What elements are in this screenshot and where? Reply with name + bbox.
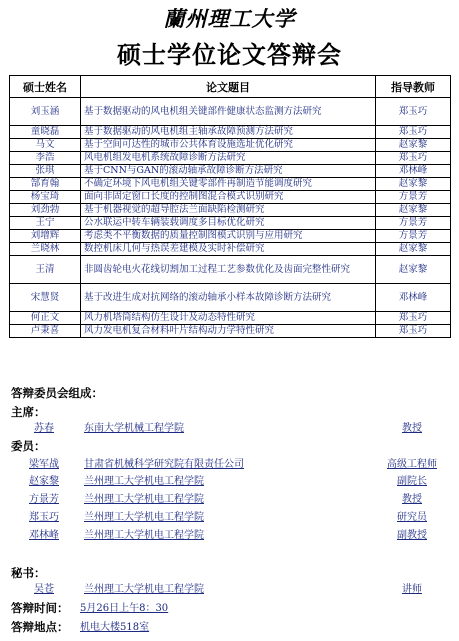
- student-name: 马文: [10, 139, 81, 152]
- secretary-label: 秘书：: [11, 566, 46, 580]
- thesis-topic: 公水联运中转车辆装载调度多目标优化研究: [81, 217, 376, 230]
- thesis-topic: 非圆齿轮电火花线切割加工过程工艺参数优化及齿面完整性研究: [81, 256, 376, 284]
- table-row: [10, 204, 451, 217]
- thesis-topic: 风力发电机复合材料叶片结构动力学特性研究: [81, 325, 376, 338]
- advisor-name: 郑玉巧: [376, 312, 451, 325]
- student-name: 童晓磊: [10, 126, 81, 139]
- member-organization: 兰州理工大学机电工程学院: [84, 530, 204, 541]
- advisor-name: 赵家黎: [376, 178, 451, 191]
- header-advisor: 指导教师: [376, 76, 451, 98]
- advisor-name: 赵家黎: [376, 243, 451, 256]
- university-logo: 蘭州理工大学: [163, 6, 296, 31]
- member-organization: 兰州理工大学机电工程学院: [84, 494, 204, 505]
- member-entry: [0, 528, 459, 543]
- chair-label: 主席：: [11, 405, 46, 419]
- member-title: 副教授: [397, 530, 427, 541]
- table-row: [10, 325, 451, 338]
- member-title: 副院长: [397, 476, 427, 487]
- thesis-topic: 基于空间可达性的城市公共体育设施选址优化研究: [81, 139, 376, 152]
- thesis-defense-table: [9, 75, 451, 338]
- advisor-name: 方景芳: [376, 230, 451, 243]
- page-title: 硕士学位论文答辩会: [117, 40, 342, 69]
- member-organization: 兰州理工大学机电工程学院: [84, 512, 204, 523]
- student-name: 刘增辉: [10, 230, 81, 243]
- thesis-topic: 基于改进生成对抗网络的滚动轴承小样本故障诊断方法研究: [81, 284, 376, 312]
- advisor-name: 邓林峰: [376, 284, 451, 312]
- defense-time: 5月26日上午8：30: [80, 603, 169, 614]
- table-row: [10, 230, 451, 243]
- header-thesis-topic: 论文题目: [81, 76, 376, 98]
- student-name: 张琪: [10, 165, 81, 178]
- advisor-name: 方景芳: [376, 217, 451, 230]
- advisor-name: 郑玉巧: [376, 152, 451, 165]
- member-name: 方景芳: [29, 494, 59, 505]
- student-name: 何正文: [10, 312, 81, 325]
- secretary-entry: [0, 582, 459, 597]
- committee-heading: 答辩委员会组成：: [11, 386, 103, 400]
- member-organization: 东南大学机械工程学院: [84, 423, 184, 434]
- advisor-name: 邓林峰: [376, 165, 451, 178]
- member-name: 赵家黎: [29, 476, 59, 487]
- defense-place: 机电大楼518室: [80, 622, 150, 633]
- member-entry: [0, 474, 459, 489]
- table-row: [10, 243, 451, 256]
- member-title: 高级工程师: [387, 459, 437, 470]
- student-name: 宋慧贤: [10, 284, 81, 312]
- table-row: [10, 178, 451, 191]
- student-name: 李浩: [10, 152, 81, 165]
- thesis-topic: 基于CNN与GAN的滚动轴承故障诊断方法研究: [81, 165, 376, 178]
- advisor-name: 郑玉巧: [376, 325, 451, 338]
- member-name: 邓林峰: [29, 530, 59, 541]
- thesis-topic: 风力机塔筒结构仿生设计及动态特性研究: [81, 312, 376, 325]
- header-student-name: 硕士姓名: [10, 76, 81, 98]
- member-organization: 兰州理工大学机电工程学院: [84, 476, 204, 487]
- member-name: 梁军战: [29, 459, 59, 470]
- member-title: 教授: [402, 494, 422, 505]
- student-name: 卢秉喜: [10, 325, 81, 338]
- student-name: 兰晓林: [10, 243, 81, 256]
- thesis-topic: 基于机器视觉的超导腔法兰面缺陷检测研究: [81, 204, 376, 217]
- table-row: [10, 256, 451, 284]
- advisor-name: 郑玉巧: [376, 126, 451, 139]
- member-entry: [0, 492, 459, 507]
- member-title: 教授: [402, 423, 422, 434]
- table-row: [10, 152, 451, 165]
- student-name: 郜育翰: [10, 178, 81, 191]
- member-organization: 兰州理工大学机电工程学院: [84, 584, 204, 595]
- table-row: [10, 191, 451, 204]
- advisor-name: 赵家黎: [376, 256, 451, 284]
- table-row: [10, 217, 451, 230]
- table-row: [10, 165, 451, 178]
- members-label: 委员：: [11, 439, 46, 453]
- advisor-name: 赵家黎: [376, 139, 451, 152]
- advisor-name: 方景芳: [376, 191, 451, 204]
- table-row: [10, 139, 451, 152]
- defense-place-label: 答辩地点：: [11, 620, 69, 634]
- table-row: [10, 98, 451, 126]
- student-name: 王宁: [10, 217, 81, 230]
- table-row: [10, 126, 451, 139]
- member-entry: [0, 457, 459, 472]
- chair-entry: [0, 421, 459, 436]
- thesis-topic: 不确定环境下风电机组关键零部件再制造节能调度研究: [81, 178, 376, 191]
- advisor-name: 赵家黎: [376, 204, 451, 217]
- student-name: 王清: [10, 256, 81, 284]
- student-name: 杨宝琦: [10, 191, 81, 204]
- member-organization: 甘肃省机械科学研究院有限责任公司: [84, 459, 244, 470]
- table-header-row: [10, 76, 451, 98]
- thesis-topic: 数控机床几何与热误差建模及实时补偿研究: [81, 243, 376, 256]
- member-title: 研究员: [397, 512, 427, 523]
- member-name: 苏春: [34, 423, 54, 434]
- student-name: 刘玉涵: [10, 98, 81, 126]
- thesis-topic: 基于数据驱动的风电机组主轴承故障预测方法研究: [81, 126, 376, 139]
- member-name: 吴苍: [34, 584, 54, 595]
- table-row: [10, 312, 451, 325]
- table-row: [10, 284, 451, 312]
- thesis-topic: 风电机组发电机系统故障诊断方法研究: [81, 152, 376, 165]
- member-name: 郑玉巧: [29, 512, 59, 523]
- student-name: 刘劲勃: [10, 204, 81, 217]
- member-entry: [0, 510, 459, 525]
- thesis-topic: 面向非固定窗口长度的控制图混合模式识别研究: [81, 191, 376, 204]
- thesis-topic: 基于数据驱动的风电机组关键部件健康状态监测方法研究: [81, 98, 376, 126]
- member-title: 讲师: [402, 584, 422, 595]
- defense-time-label: 答辩时间：: [11, 601, 69, 615]
- thesis-topic: 考虑类不平衡数据的质量控制图模式识别与应用研究: [81, 230, 376, 243]
- advisor-name: 郑玉巧: [376, 98, 451, 126]
